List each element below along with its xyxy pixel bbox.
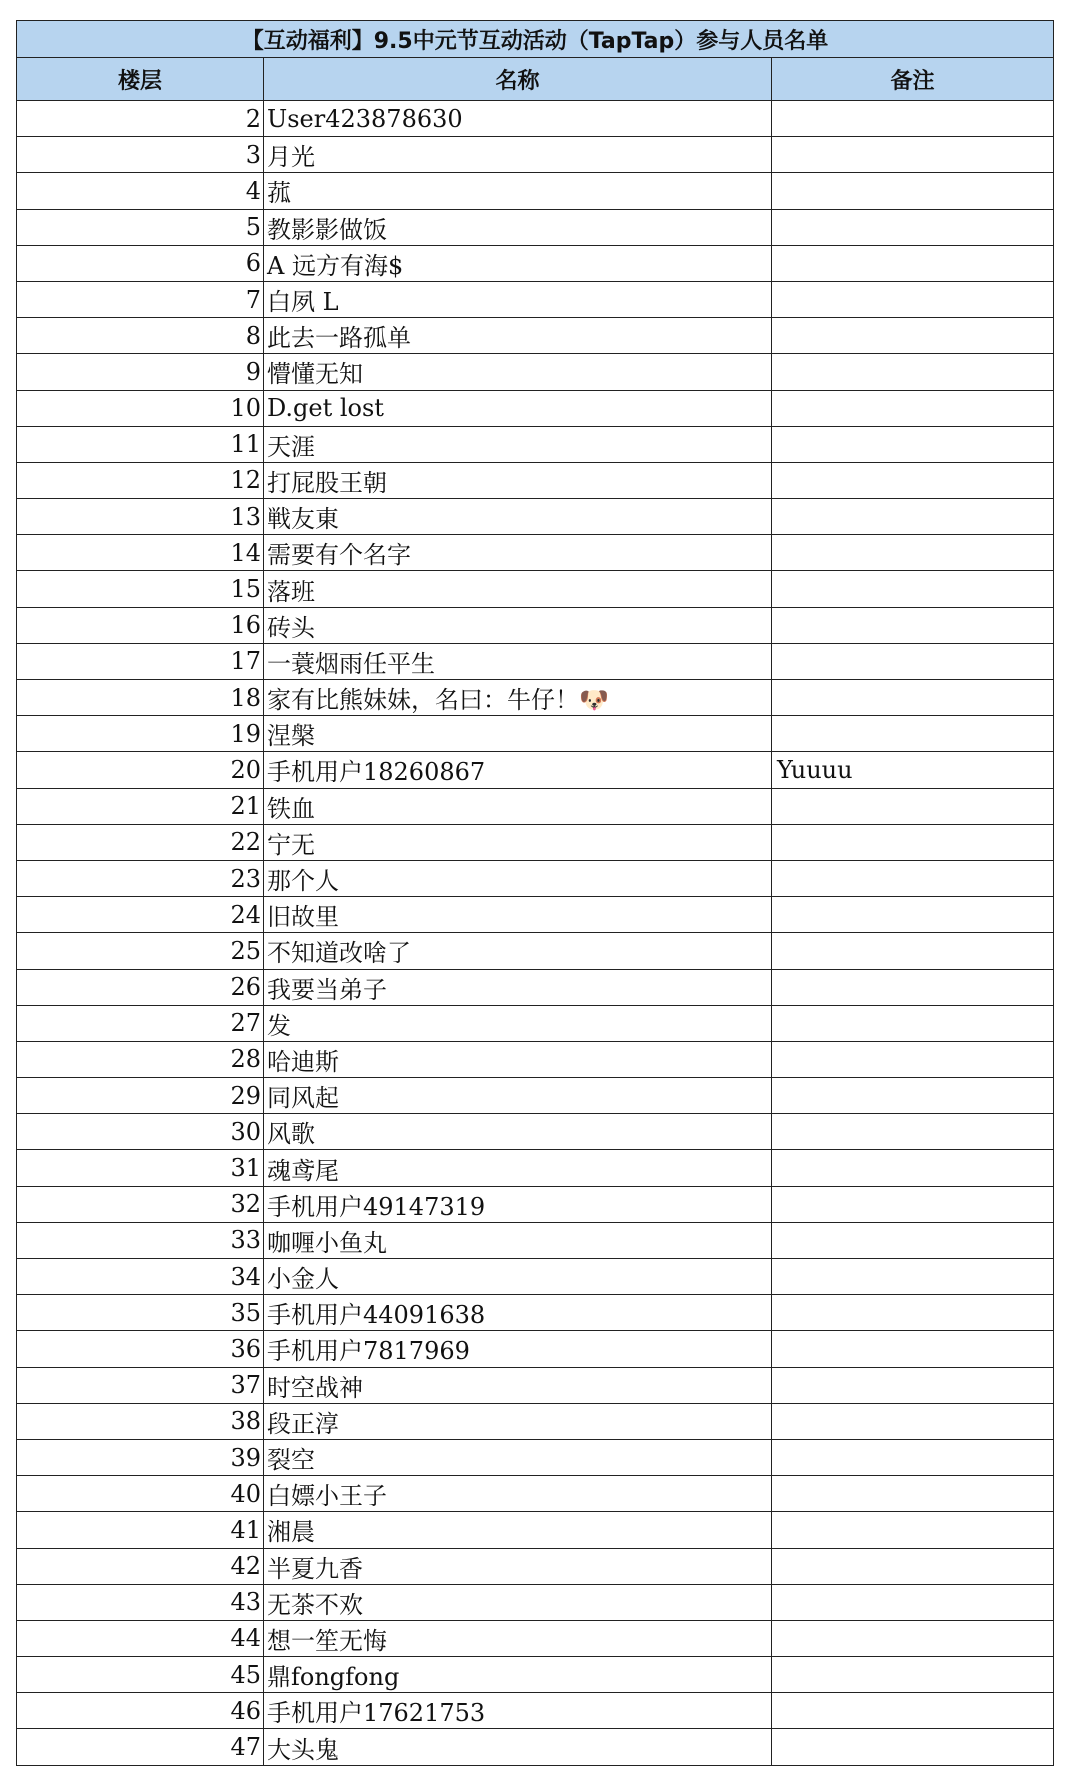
- table-row: [17, 1259, 1054, 1295]
- name-cell[interactable]: 时空战神: [264, 1367, 772, 1403]
- name-cell[interactable]: 需要有个名字: [264, 535, 772, 571]
- remark-cell[interactable]: [772, 137, 1054, 173]
- remark-cell[interactable]: [772, 1657, 1054, 1693]
- floor-cell[interactable]: 36: [17, 1331, 264, 1367]
- floor-cell[interactable]: 45: [17, 1657, 264, 1693]
- remark-cell[interactable]: [772, 1186, 1054, 1222]
- table-row: [17, 209, 1054, 245]
- table-row: [17, 1729, 1054, 1765]
- participant-table: [16, 20, 1054, 1766]
- name-cell[interactable]: 魂鸢尾: [264, 1150, 772, 1186]
- name-cell[interactable]: User423878630: [264, 101, 772, 137]
- floor-cell[interactable]: 30: [17, 1114, 264, 1150]
- remark-cell[interactable]: [772, 1367, 1054, 1403]
- name-cell[interactable]: 发: [264, 1005, 772, 1041]
- table-row: [17, 969, 1054, 1005]
- name-cell[interactable]: 我要当弟子: [264, 969, 772, 1005]
- table-row: [17, 1548, 1054, 1584]
- remark-cell[interactable]: [772, 245, 1054, 281]
- name-cell[interactable]: 天涯: [264, 426, 772, 462]
- table-row: [17, 1367, 1054, 1403]
- remark-cell[interactable]: [772, 1512, 1054, 1548]
- floor-cell[interactable]: 22: [17, 824, 264, 860]
- table-row: [17, 752, 1054, 788]
- table-row: [17, 643, 1054, 679]
- remark-cell[interactable]: [772, 1114, 1054, 1150]
- name-cell[interactable]: 手机用户17621753: [264, 1693, 772, 1729]
- name-cell[interactable]: 宁无: [264, 824, 772, 860]
- remark-cell[interactable]: [772, 607, 1054, 643]
- table-row: [17, 571, 1054, 607]
- floor-cell[interactable]: 7: [17, 281, 264, 317]
- remark-cell[interactable]: [772, 1729, 1054, 1765]
- remark-cell[interactable]: [772, 1403, 1054, 1439]
- name-cell[interactable]: 手机用户49147319: [264, 1186, 772, 1222]
- name-cell[interactable]: A 远方有海$: [264, 245, 772, 281]
- floor-cell[interactable]: 33: [17, 1222, 264, 1258]
- table-row: [17, 426, 1054, 462]
- header-floor: 楼层: [17, 58, 264, 101]
- name-cell[interactable]: 手机用户18260867: [264, 752, 772, 788]
- remark-cell[interactable]: [772, 969, 1054, 1005]
- table-row: [17, 390, 1054, 426]
- table-row: [17, 1439, 1054, 1475]
- remark-cell[interactable]: [772, 1476, 1054, 1512]
- name-cell[interactable]: 戦友東: [264, 499, 772, 535]
- floor-cell[interactable]: 28: [17, 1041, 264, 1077]
- floor-cell[interactable]: 37: [17, 1367, 264, 1403]
- floor-cell[interactable]: 19: [17, 716, 264, 752]
- table-row: [17, 1150, 1054, 1186]
- table-row: [17, 137, 1054, 173]
- floor-cell[interactable]: 6: [17, 245, 264, 281]
- sheet-title: 【互动福利】9.5中元节互动活动（TapTap）参与人员名单: [17, 21, 1054, 58]
- table-row: [17, 1186, 1054, 1222]
- floor-cell[interactable]: 43: [17, 1584, 264, 1620]
- table-row: [17, 499, 1054, 535]
- remark-cell[interactable]: [772, 1620, 1054, 1656]
- table-row: [17, 1403, 1054, 1439]
- table-row: [17, 824, 1054, 860]
- table-row: [17, 1657, 1054, 1693]
- name-cell[interactable]: 湘晨: [264, 1512, 772, 1548]
- name-cell[interactable]: 咖喱小鱼丸: [264, 1222, 772, 1258]
- remark-cell[interactable]: [772, 933, 1054, 969]
- remark-cell[interactable]: [772, 1222, 1054, 1258]
- floor-cell[interactable]: 39: [17, 1439, 264, 1475]
- table-row: [17, 1114, 1054, 1150]
- remark-cell[interactable]: [772, 1295, 1054, 1331]
- table-body: [17, 101, 1054, 1766]
- floor-cell[interactable]: 26: [17, 969, 264, 1005]
- table-row: [17, 354, 1054, 390]
- name-cell[interactable]: 想一笙无悔: [264, 1620, 772, 1656]
- table-row: [17, 1222, 1054, 1258]
- remark-cell[interactable]: [772, 390, 1054, 426]
- name-cell[interactable]: 半夏九香: [264, 1548, 772, 1584]
- floor-cell[interactable]: 40: [17, 1476, 264, 1512]
- table-row: [17, 173, 1054, 209]
- floor-cell[interactable]: 5: [17, 209, 264, 245]
- name-cell[interactable]: 不知道改啥了: [264, 933, 772, 969]
- remark-cell[interactable]: [772, 318, 1054, 354]
- floor-cell[interactable]: 13: [17, 499, 264, 535]
- remark-cell[interactable]: [772, 1078, 1054, 1114]
- name-cell[interactable]: 一蓑烟雨任平生: [264, 643, 772, 679]
- name-cell[interactable]: 砖头: [264, 607, 772, 643]
- name-cell[interactable]: 同风起: [264, 1078, 772, 1114]
- table-row: [17, 101, 1054, 137]
- name-cell[interactable]: 段正淳: [264, 1403, 772, 1439]
- floor-cell[interactable]: 24: [17, 897, 264, 933]
- name-cell[interactable]: 手机用户44091638: [264, 1295, 772, 1331]
- floor-cell[interactable]: 38: [17, 1403, 264, 1439]
- header-name: 名称: [264, 58, 772, 101]
- floor-cell[interactable]: 20: [17, 752, 264, 788]
- table-row: [17, 281, 1054, 317]
- remark-cell[interactable]: [772, 643, 1054, 679]
- remark-cell[interactable]: [772, 535, 1054, 571]
- name-cell[interactable]: 风歌: [264, 1114, 772, 1150]
- remark-cell[interactable]: [772, 462, 1054, 498]
- name-cell[interactable]: D.get lost: [264, 390, 772, 426]
- table-row: [17, 1078, 1054, 1114]
- remark-cell[interactable]: [772, 1005, 1054, 1041]
- table-row: [17, 1295, 1054, 1331]
- table-row: [17, 860, 1054, 896]
- remark-cell[interactable]: [772, 173, 1054, 209]
- remark-cell[interactable]: [772, 897, 1054, 933]
- remark-cell[interactable]: [772, 426, 1054, 462]
- remark-cell[interactable]: [772, 281, 1054, 317]
- floor-cell[interactable]: 2: [17, 101, 264, 137]
- floor-cell[interactable]: 10: [17, 390, 264, 426]
- table-row: [17, 1693, 1054, 1729]
- table-row: [17, 1331, 1054, 1367]
- floor-cell[interactable]: 44: [17, 1620, 264, 1656]
- name-cell[interactable]: 家有比熊妹妹，名曰：牛仔！🐶: [264, 680, 772, 716]
- floor-cell[interactable]: 4: [17, 173, 264, 209]
- table-row: [17, 1584, 1054, 1620]
- remark-cell[interactable]: [772, 1693, 1054, 1729]
- remark-cell[interactable]: Yuuuu: [772, 752, 1054, 788]
- remark-cell[interactable]: [772, 1584, 1054, 1620]
- name-cell[interactable]: 此去一路孤单: [264, 318, 772, 354]
- name-cell[interactable]: 手机用户7817969: [264, 1331, 772, 1367]
- name-cell[interactable]: 铁血: [264, 788, 772, 824]
- floor-cell[interactable]: 47: [17, 1729, 264, 1765]
- floor-cell[interactable]: 17: [17, 643, 264, 679]
- remark-cell[interactable]: [772, 209, 1054, 245]
- table-row: [17, 716, 1054, 752]
- remark-cell[interactable]: [772, 788, 1054, 824]
- remark-cell[interactable]: [772, 824, 1054, 860]
- floor-cell[interactable]: 29: [17, 1078, 264, 1114]
- floor-cell[interactable]: 35: [17, 1295, 264, 1331]
- floor-cell[interactable]: 42: [17, 1548, 264, 1584]
- table-row: [17, 897, 1054, 933]
- floor-cell[interactable]: 27: [17, 1005, 264, 1041]
- name-cell[interactable]: 哈迪斯: [264, 1041, 772, 1077]
- table-row: [17, 462, 1054, 498]
- remark-cell[interactable]: [772, 101, 1054, 137]
- name-cell[interactable]: 大头鬼: [264, 1729, 772, 1765]
- table-row: [17, 607, 1054, 643]
- floor-cell[interactable]: 8: [17, 318, 264, 354]
- remark-cell[interactable]: [772, 571, 1054, 607]
- remark-cell[interactable]: [772, 1331, 1054, 1367]
- name-cell[interactable]: 落班: [264, 571, 772, 607]
- table-row: [17, 933, 1054, 969]
- table-row: [17, 788, 1054, 824]
- title-row: [17, 21, 1054, 58]
- remark-cell[interactable]: [772, 1548, 1054, 1584]
- name-cell[interactable]: 旧故里: [264, 897, 772, 933]
- remark-cell[interactable]: [772, 1041, 1054, 1077]
- remark-cell[interactable]: [772, 499, 1054, 535]
- name-cell[interactable]: 月光: [264, 137, 772, 173]
- name-cell[interactable]: 菰: [264, 173, 772, 209]
- table-row: [17, 1005, 1054, 1041]
- floor-cell[interactable]: 21: [17, 788, 264, 824]
- remark-cell[interactable]: [772, 680, 1054, 716]
- floor-cell[interactable]: 41: [17, 1512, 264, 1548]
- name-cell[interactable]: 鼎fongfong: [264, 1657, 772, 1693]
- floor-cell[interactable]: 23: [17, 860, 264, 896]
- remark-cell[interactable]: [772, 1439, 1054, 1475]
- floor-cell[interactable]: 9: [17, 354, 264, 390]
- table-row: [17, 680, 1054, 716]
- name-cell[interactable]: 无茶不欢: [264, 1584, 772, 1620]
- floor-cell[interactable]: 11: [17, 426, 264, 462]
- name-cell[interactable]: 懵懂无知: [264, 354, 772, 390]
- name-cell[interactable]: 那个人: [264, 860, 772, 896]
- table-row: [17, 535, 1054, 571]
- remark-cell[interactable]: [772, 354, 1054, 390]
- remark-cell[interactable]: [772, 1259, 1054, 1295]
- remark-cell[interactable]: [772, 1150, 1054, 1186]
- name-cell[interactable]: 白嫖小王子: [264, 1476, 772, 1512]
- table-row: [17, 1512, 1054, 1548]
- name-cell[interactable]: 裂空: [264, 1439, 772, 1475]
- floor-cell[interactable]: 32: [17, 1186, 264, 1222]
- name-cell[interactable]: 白夙 L: [264, 281, 772, 317]
- table-row: [17, 1476, 1054, 1512]
- floor-cell[interactable]: 3: [17, 137, 264, 173]
- floor-cell[interactable]: 25: [17, 933, 264, 969]
- floor-cell[interactable]: 16: [17, 607, 264, 643]
- name-cell[interactable]: 涅槃: [264, 716, 772, 752]
- floor-cell[interactable]: 46: [17, 1693, 264, 1729]
- floor-cell[interactable]: 14: [17, 535, 264, 571]
- header-remark: 备注: [772, 58, 1054, 101]
- remark-cell[interactable]: [772, 860, 1054, 896]
- table-row: [17, 1041, 1054, 1077]
- name-cell[interactable]: 打屁股王朝: [264, 462, 772, 498]
- table-row: [17, 318, 1054, 354]
- name-cell[interactable]: 教影影做饭: [264, 209, 772, 245]
- floor-cell[interactable]: 12: [17, 462, 264, 498]
- floor-cell[interactable]: 31: [17, 1150, 264, 1186]
- name-cell[interactable]: 小金人: [264, 1259, 772, 1295]
- floor-cell[interactable]: 15: [17, 571, 264, 607]
- table-row: [17, 1620, 1054, 1656]
- header-row: [17, 58, 1054, 101]
- remark-cell[interactable]: [772, 716, 1054, 752]
- floor-cell[interactable]: 34: [17, 1259, 264, 1295]
- table-row: [17, 245, 1054, 281]
- floor-cell[interactable]: 18: [17, 680, 264, 716]
